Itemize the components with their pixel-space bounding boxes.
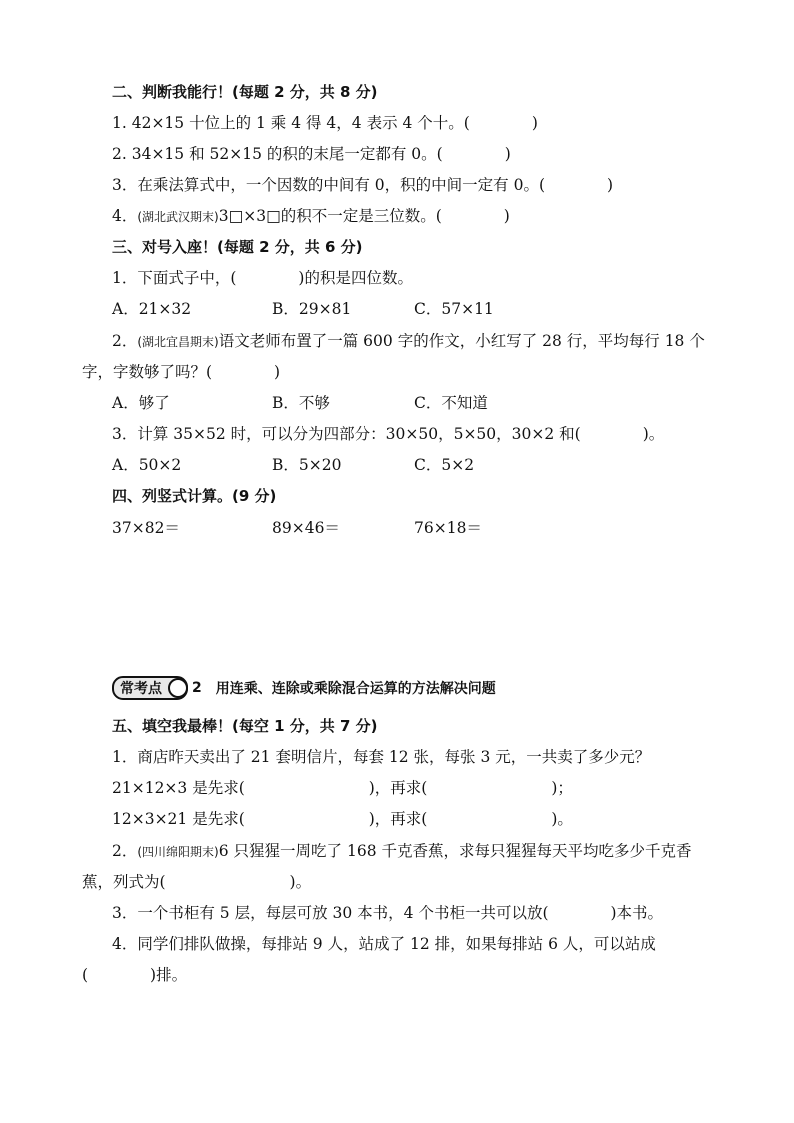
section2-q3: 3．在乘法算式中，一个因数的中间有 0，积的中间一定有 0。( ) (112, 176, 614, 194)
section3-q3-option-c: C．5×2 (414, 456, 475, 474)
section3-q1-option-c: C．57×11 (414, 300, 494, 318)
section5-q4: 4．同学们排队做操，每排站 9 人，站成了 12 排，如果每排站 6 人，可以站成 (112, 935, 656, 953)
section2-q2: 2. 34×15 和 52×15 的积的末尾一定都有 0。( ) (112, 145, 511, 163)
section3-q2-continued: 字，字数够了吗？( ) (82, 363, 281, 381)
section5-q1-line1: 21×12×3 是先求( )，再求( )； (112, 779, 573, 797)
section4-expr-2: 89×46＝ (272, 519, 340, 537)
question-number: 2． (112, 332, 138, 350)
section3-q3-option-a: A．50×2 (112, 456, 182, 474)
section2-q1: 1. 42×15 十位上的 1 乘 4 得 4，4 表示 4 个十。( ) (112, 114, 538, 132)
question-text: 3□×3□的积不一定是三位数。( ) (218, 207, 510, 225)
section5-q3: 3．一个书柜有 5 层，每层可放 30 本书，4 个书柜一共可以放( )本书。 (112, 904, 664, 922)
question-text: 6 只猩猩一周吃了 168 千克香蕉，求每只猩猩每天平均吃多少千克香 (218, 842, 692, 860)
section2-q4 (112, 206, 510, 227)
section3-q1: 1．下面式子中，( )的积是四位数。 (112, 269, 413, 287)
circle-icon (168, 678, 188, 698)
source-tag: (四川绵阳期末) (137, 845, 219, 859)
section3-q2-option-a: A．够了 (112, 394, 170, 412)
section2-heading: 二、判断我能行！(每题 2 分，共 8 分) (112, 83, 378, 101)
section5-q1-line2: 12×3×21 是先求( )，再求( )。 (112, 810, 573, 828)
question-text: 语文老师布置了一篇 600 字的作文，小红写了 28 行，平均每行 18 个 (218, 332, 705, 350)
topic-badge (112, 676, 188, 700)
section3-q1-option-b: B．29×81 (272, 300, 352, 318)
topic-badge-label: 常考点 (120, 681, 162, 697)
section3-q1-option-a: A．21×32 (112, 300, 192, 318)
section5-q2 (112, 841, 691, 862)
section3-q2 (112, 331, 705, 352)
section3-q2-option-c: C．不知道 (414, 394, 488, 412)
section5-q2-continued: 蕉，列式为( )。 (82, 873, 312, 891)
source-tag: (湖北宜昌期末) (137, 335, 219, 349)
section3-q2-option-b: B．不够 (272, 394, 330, 412)
topic-badge-row (112, 676, 496, 700)
section4-expr-3: 76×18＝ (414, 519, 482, 537)
section5-q4-continued: ( )排。 (82, 966, 188, 984)
section3-q3-option-b: B．5×20 (272, 456, 342, 474)
section4-expr-1: 37×82＝ (112, 519, 180, 537)
topic-badge-number: 2 (192, 680, 202, 696)
section5-q1: 1．商店昨天卖出了 21 套明信片，每套 12 张，每张 3 元，一共卖了多少元？ (112, 748, 651, 766)
section3-heading: 三、对号入座！(每题 2 分，共 6 分) (112, 238, 363, 256)
topic-title: 用连乘、连除或乘除混合运算的方法解决问题 (215, 681, 496, 697)
section4-heading: 四、列竖式计算。(9 分) (112, 487, 277, 505)
source-tag: (湖北武汉期末) (137, 210, 219, 224)
section3-q3: 3．计算 35×52 时，可以分为四部分：30×50，5×50，30×2 和( )。 (112, 425, 665, 443)
section5-heading: 五、填空我最棒！(每空 1 分，共 7 分) (112, 717, 378, 735)
question-number: 4． (112, 207, 138, 225)
question-number: 2． (112, 842, 138, 860)
